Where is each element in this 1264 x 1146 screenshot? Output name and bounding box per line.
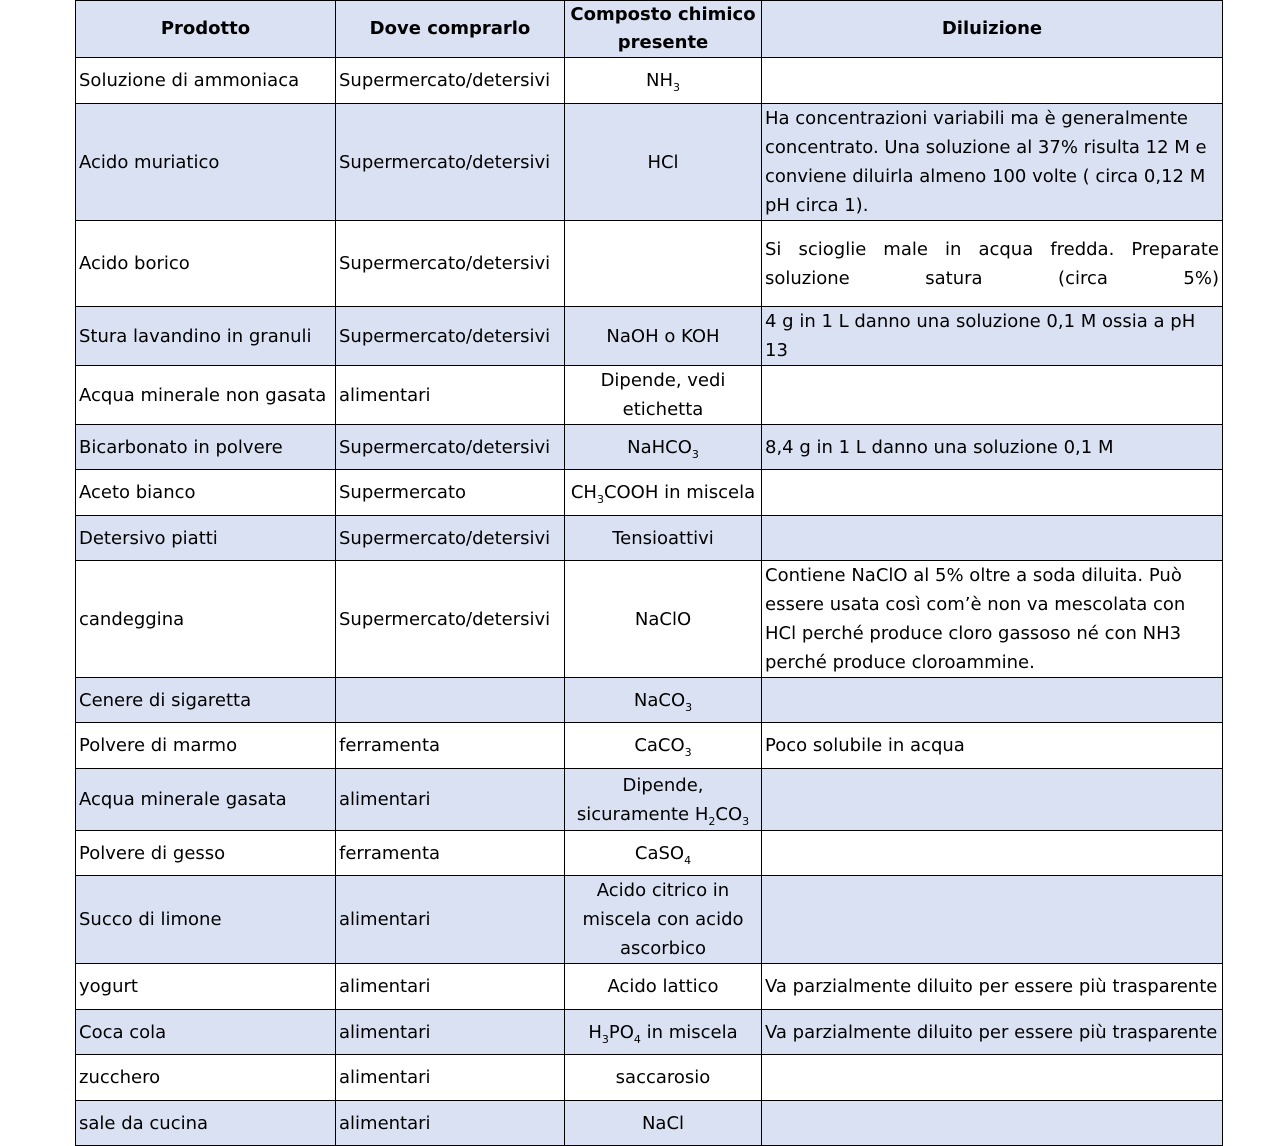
table-row	[76, 831, 1223, 876]
cell-composto: NaCl	[565, 1101, 762, 1146]
cell-diluizione	[762, 1101, 1223, 1146]
cell-dove-comprarlo	[336, 678, 565, 723]
cell-prodotto: Stura lavandino in granuli	[76, 307, 336, 366]
cell-diluizione	[762, 678, 1223, 723]
cell-prodotto: Bicarbonato in polvere	[76, 425, 336, 470]
table-row	[76, 221, 1223, 307]
cell-composto: CaSO$_4$	[565, 831, 762, 876]
cell-diluizione	[762, 470, 1223, 516]
cell-diluizione	[762, 58, 1223, 104]
cell-diluizione: Contiene NaClO al 5% oltre a soda diluita. Può essere usata così com’è non va mescolata con HCl perché produce cloro gassoso né con NH3 perché produce cloroammine.	[762, 561, 1223, 678]
cell-dove-comprarlo: Supermercato/detersivi	[336, 561, 565, 678]
table-row	[76, 1010, 1223, 1055]
cell-composto: Tensioattivi	[565, 516, 762, 561]
table-row	[76, 366, 1223, 425]
cell-dove-comprarlo: alimentari	[336, 1055, 565, 1101]
cell-diluizione: Ha concentrazioni variabili ma è generalmente concentrato. Una soluzione al 37% risulta 12 M e conviene diluirla almeno 100 volte ( circa 0,12 M pH circa 1).	[762, 104, 1223, 221]
cell-dove-comprarlo: alimentari	[336, 769, 565, 831]
table-body	[76, 58, 1223, 1146]
header-diluizione: Diluizione	[762, 1, 1223, 58]
cell-prodotto: Succo di limone	[76, 876, 336, 964]
cell-prodotto: zucchero	[76, 1055, 336, 1101]
cell-composto: NaClO	[565, 561, 762, 678]
cell-composto: $NH_3$	[565, 58, 762, 104]
cell-prodotto: Acido borico	[76, 221, 336, 307]
cell-diluizione: 8,4 g in 1 L danno una soluzione 0,1 M	[762, 425, 1223, 470]
cell-diluizione	[762, 769, 1223, 831]
cell-prodotto: Aceto bianco	[76, 470, 336, 516]
cell-prodotto: Coca cola	[76, 1010, 336, 1055]
table-row	[76, 964, 1223, 1010]
cell-composto: Dipende, vedi etichetta	[565, 366, 762, 425]
cell-prodotto: yogurt	[76, 964, 336, 1010]
table-row	[76, 876, 1223, 964]
table-row	[76, 1055, 1223, 1101]
cell-diluizione	[762, 516, 1223, 561]
cell-prodotto: Acido muriatico	[76, 104, 336, 221]
cell-composto: NaHCO$_3$	[565, 425, 762, 470]
header-row	[76, 1, 1223, 58]
cell-prodotto: candeggina	[76, 561, 336, 678]
cell-composto: NaOH o KOH	[565, 307, 762, 366]
cell-diluizione: Poco solubile in acqua	[762, 723, 1223, 769]
cell-prodotto: Soluzione di ammoniaca	[76, 58, 336, 104]
table-row	[76, 561, 1223, 678]
cell-prodotto: Polvere di marmo	[76, 723, 336, 769]
cell-dove-comprarlo: alimentari	[336, 1010, 565, 1055]
products-table	[75, 0, 1223, 1146]
table-row	[76, 425, 1223, 470]
cell-prodotto: Polvere di gesso	[76, 831, 336, 876]
cell-composto: saccarosio	[565, 1055, 762, 1101]
cell-dove-comprarlo: Supermercato/detersivi	[336, 307, 565, 366]
cell-prodotto: Acqua minerale non gasata	[76, 366, 336, 425]
cell-diluizione: 4 g in 1 L danno una soluzione 0,1 M ossia a pH 13	[762, 307, 1223, 366]
cell-dove-comprarlo: ferramenta	[336, 723, 565, 769]
header-prodotto: Prodotto	[76, 1, 336, 58]
cell-prodotto: sale da cucina	[76, 1101, 336, 1146]
cell-dove-comprarlo: Supermercato/detersivi	[336, 104, 565, 221]
cell-composto: Acido citrico in miscela con acido ascorbico	[565, 876, 762, 964]
cell-diluizione: Va parzialmente diluito per essere più trasparente	[762, 964, 1223, 1010]
cell-dove-comprarlo: ferramenta	[336, 831, 565, 876]
table-row	[76, 104, 1223, 221]
cell-dove-comprarlo: alimentari	[336, 366, 565, 425]
table-row	[76, 678, 1223, 723]
cell-composto: Dipende, sicuramente $H_2CO_3$	[565, 769, 762, 831]
cell-dove-comprarlo: alimentari	[336, 876, 565, 964]
cell-diluizione	[762, 366, 1223, 425]
cell-composto: Acido lattico	[565, 964, 762, 1010]
cell-diluizione	[762, 1055, 1223, 1101]
cell-composto	[565, 221, 762, 307]
table-row	[76, 58, 1223, 104]
cell-dove-comprarlo: Supermercato/detersivi	[336, 58, 565, 104]
cell-prodotto: Detersivo piatti	[76, 516, 336, 561]
cell-dove-comprarlo: alimentari	[336, 1101, 565, 1146]
cell-diluizione: Va parzialmente diluito per essere più trasparente	[762, 1010, 1223, 1055]
cell-composto: $CH_3COOH$ in miscela	[565, 470, 762, 516]
cell-diluizione: Si scioglie male in acqua fredda. Preparate soluzione satura (circa 5%)	[762, 221, 1223, 307]
cell-dove-comprarlo: Supermercato	[336, 470, 565, 516]
header-dove-comprarlo: Dove comprarlo	[336, 1, 565, 58]
header-composto-chimico: Composto chimico presente	[565, 1, 762, 58]
cell-prodotto: Cenere di sigaretta	[76, 678, 336, 723]
table-row	[76, 769, 1223, 831]
cell-prodotto: Acqua minerale gasata	[76, 769, 336, 831]
table-row	[76, 1101, 1223, 1146]
table-row	[76, 723, 1223, 769]
table-row	[76, 307, 1223, 366]
cell-dove-comprarlo: Supermercato/detersivi	[336, 516, 565, 561]
cell-composto: CaCO$_3$	[565, 723, 762, 769]
cell-composto: $H_3PO_4$ in miscela	[565, 1010, 762, 1055]
cell-composto: NaCO$_3$	[565, 678, 762, 723]
cell-dove-comprarlo: Supermercato/detersivi	[336, 221, 565, 307]
table-row	[76, 470, 1223, 516]
cell-dove-comprarlo: alimentari	[336, 964, 565, 1010]
cell-diluizione	[762, 831, 1223, 876]
cell-diluizione	[762, 876, 1223, 964]
cell-dove-comprarlo: Supermercato/detersivi	[336, 425, 565, 470]
cell-composto: HCl	[565, 104, 762, 221]
table-row	[76, 516, 1223, 561]
